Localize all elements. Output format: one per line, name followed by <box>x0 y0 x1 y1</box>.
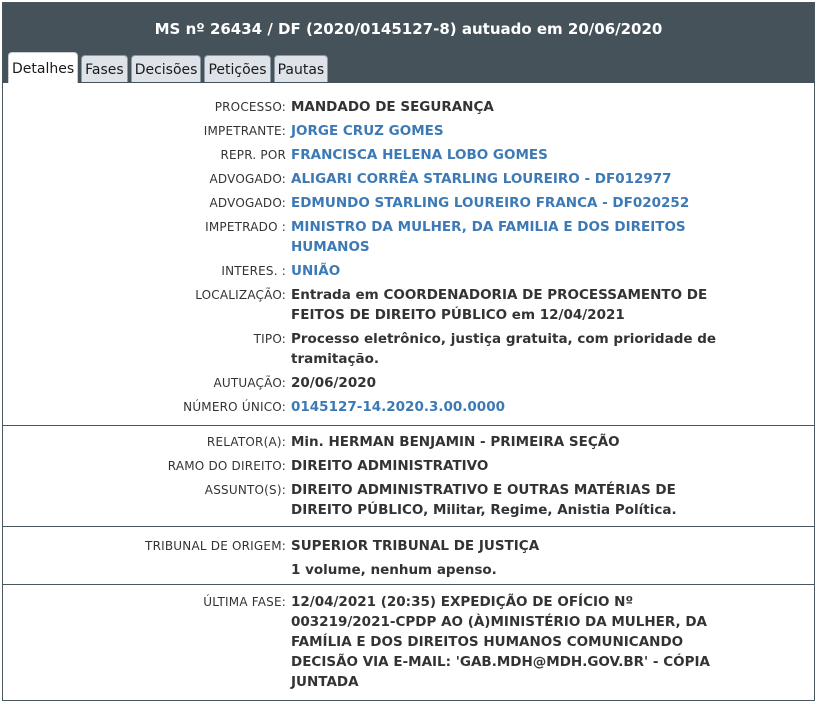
repr-label: REPR. POR <box>220 148 286 162</box>
numero-unico-label: NÚMERO ÚNICO: <box>183 400 286 414</box>
row-tipo <box>3 329 814 369</box>
autuacao-value: 20/06/2020 <box>291 375 377 391</box>
parties-section <box>3 83 814 426</box>
repr-link[interactable]: FRANCISCA HELENA LOBO GOMES <box>291 147 548 163</box>
details-content <box>3 83 814 692</box>
ultima-fase-value: 12/04/2021 (20:35) EXPEDIÇÃO DE OFÍCIO Nº 003219/2021-CPDP AO (À)MINISTÉRIO DA MULHER, DA FAMÍLIA E DOS DIREITOS HUMANOS COMUNICANDO DECISÃO VIA E-MAIL: 'GAB.MDH@MDH.GOV.BR' - CÓPIA JUNTADA <box>291 594 710 690</box>
row-localizacao <box>3 285 814 325</box>
row-ramo <box>3 456 814 476</box>
row-advogado-2 <box>3 193 814 213</box>
ultima-fase-label: ÚLTIMA FASE: <box>203 595 286 609</box>
assunto-label: ASSUNTO(S): <box>204 483 286 497</box>
row-interes <box>3 261 814 281</box>
impetrado-label: IMPETRADO : <box>205 220 286 234</box>
row-ultima-fase <box>3 592 814 692</box>
relator-value: Min. HERMAN BENJAMIN - PRIMEIRA SEÇÃO <box>291 434 620 450</box>
row-relator <box>3 432 814 452</box>
tab-pautas[interactable]: Pautas <box>274 55 329 82</box>
assunto-value: DIREITO ADMINISTRATIVO E OUTRAS MATÉRIAS DE DIREITO PÚBLICO, Militar, Regime, Anistia Política. <box>291 482 677 518</box>
row-assunto <box>3 480 814 520</box>
impetrante-link[interactable]: JORGE CRUZ GOMES <box>291 123 444 139</box>
autuacao-label: AUTUAÇÃO: <box>213 376 286 390</box>
row-impetrante <box>3 121 814 141</box>
row-advogado-1 <box>3 169 814 189</box>
origem-section <box>3 527 814 585</box>
row-tribunal <box>3 536 814 556</box>
relator-label: RELATOR(A): <box>206 435 286 449</box>
interes-link[interactable]: UNIÃO <box>291 263 341 279</box>
page-title: MS nº 26434 / DF (2020/0145127-8) autuado em 20/06/2020 <box>154 20 663 38</box>
impetrante-label: IMPETRANTE: <box>203 124 286 138</box>
tipo-label: TIPO: <box>253 332 286 346</box>
advogado-link-2[interactable]: EDMUNDO STARLING LOUREIRO FRANCA - DF020252 <box>291 195 690 211</box>
advogado-label: ADVOGADO: <box>209 172 286 186</box>
row-processo <box>3 97 814 117</box>
row-volumes <box>3 560 814 580</box>
tab-bar <box>8 52 328 83</box>
row-impetrado <box>3 217 814 257</box>
localizacao-label: LOCALIZAÇÃO: <box>195 288 286 302</box>
tab-peticoes[interactable]: Petições <box>204 55 270 82</box>
tab-fases[interactable]: Fases <box>81 55 128 82</box>
tab-decisoes[interactable]: Decisões <box>131 55 202 82</box>
panel-header <box>3 3 814 83</box>
volumes-value: 1 volume, nenhum apenso. <box>291 562 497 578</box>
ultima-fase-section <box>3 585 814 692</box>
tipo-value: Processo eletrônico, justiça gratuita, com prioridade de tramitação. <box>291 331 717 367</box>
tab-detalhes[interactable]: Detalhes <box>8 52 78 83</box>
process-details-panel <box>2 2 815 701</box>
advogado-label: ADVOGADO: <box>209 196 286 210</box>
row-numero-unico <box>3 397 814 417</box>
tribunal-value: SUPERIOR TRIBUNAL DE JUSTIÇA <box>291 538 540 554</box>
tribunal-label: TRIBUNAL DE ORIGEM: <box>145 539 286 553</box>
advogado-link-1[interactable]: ALIGARI CORRÊA STARLING LOUREIRO - DF012977 <box>291 171 672 187</box>
numero-unico-link[interactable]: 0145127-14.2020.3.00.0000 <box>291 399 505 415</box>
relator-section <box>3 426 814 527</box>
ramo-value: DIREITO ADMINISTRATIVO <box>291 458 489 474</box>
impetrado-link[interactable]: MINISTRO DA MULHER, DA FAMILIA E DOS DIREITOS HUMANOS <box>291 219 686 255</box>
row-repr <box>3 145 814 165</box>
processo-label: PROCESSO: <box>214 100 286 114</box>
row-autuacao <box>3 373 814 393</box>
interes-label: INTERES. : <box>221 264 286 278</box>
ramo-label: RAMO DO DIREITO: <box>167 459 286 473</box>
processo-value: MANDADO DE SEGURANÇA <box>291 99 494 115</box>
localizacao-value: Entrada em COORDENADORIA DE PROCESSAMENTO DE FEITOS DE DIREITO PÚBLICO em 12/04/2021 <box>291 287 708 323</box>
